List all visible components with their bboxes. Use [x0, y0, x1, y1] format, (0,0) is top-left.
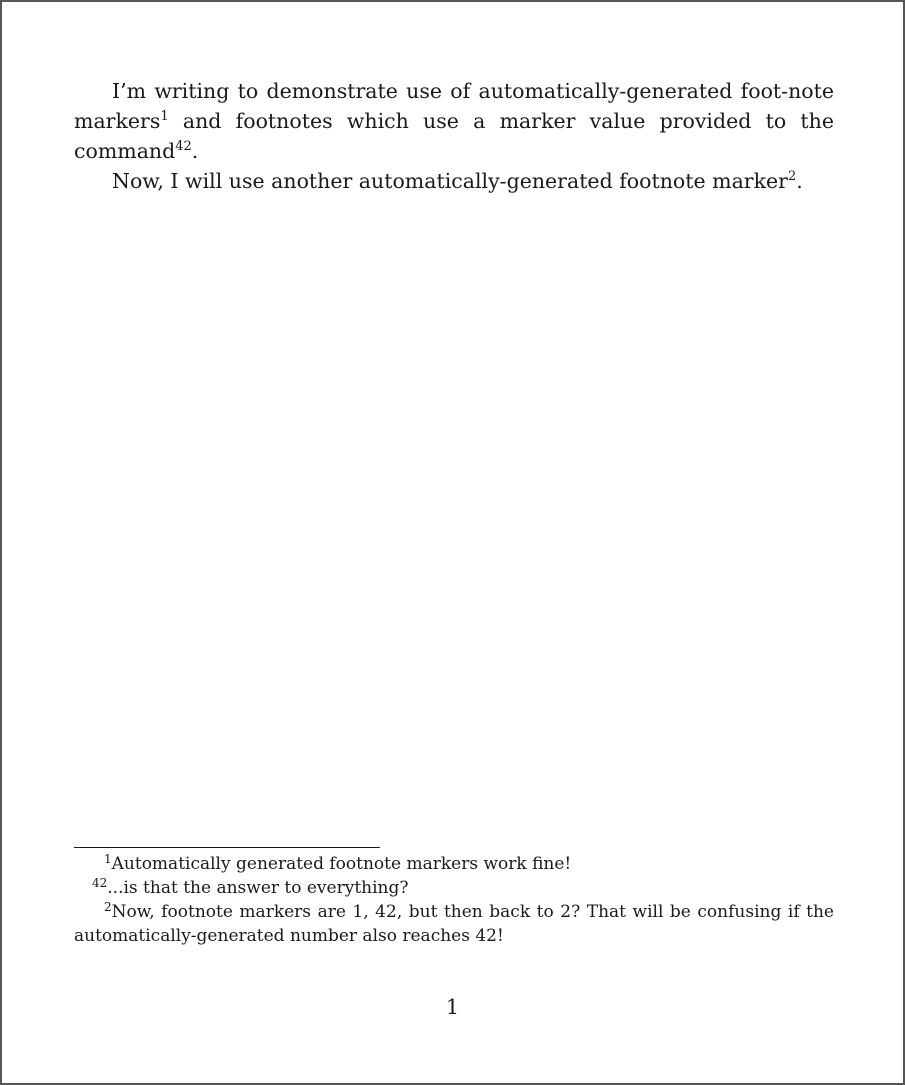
footnote-marker-42: 42 — [175, 139, 192, 154]
footnote-marker-2: 2 — [787, 169, 797, 184]
footnote-1 — [74, 852, 834, 876]
paragraph-1 — [74, 76, 834, 166]
paragraph-2 — [74, 166, 834, 196]
footnote-42 — [74, 876, 834, 900]
paragraph-1-text-a: I’m writing to demonstrate use of automatically-generated foot-note markers — [74, 79, 834, 133]
page-number: 1 — [445, 995, 460, 1019]
footnotes — [74, 852, 834, 948]
footnote-marker-1: 1 — [160, 109, 169, 124]
paragraph-1-text-b: and footnotes which use a marker value provided to the command — [74, 109, 834, 163]
footnote-42-marker: 42 — [92, 876, 108, 890]
footnote-2-marker: 2 — [104, 900, 112, 914]
paragraph-2-text-a: Now, I will use another automatically-generated footnote marker — [112, 169, 788, 193]
footnote-1-marker: 1 — [104, 852, 112, 866]
footnote-1-text: Automatically generated footnote markers work fine! — [111, 854, 572, 874]
body-text — [74, 76, 834, 196]
paragraph-2-text-b: . — [796, 169, 803, 193]
footnote-2-text: Now, footnote markers are 1, 42, but then back to 2? That will be confusing if the automatically-generated number also reaches 42! — [74, 902, 834, 946]
paragraph-1-text-c: . — [191, 139, 199, 163]
footnote-2 — [74, 900, 834, 948]
footnote-42-text: ...is that the answer to everything? — [107, 878, 409, 898]
footnote-rule — [74, 847, 380, 848]
